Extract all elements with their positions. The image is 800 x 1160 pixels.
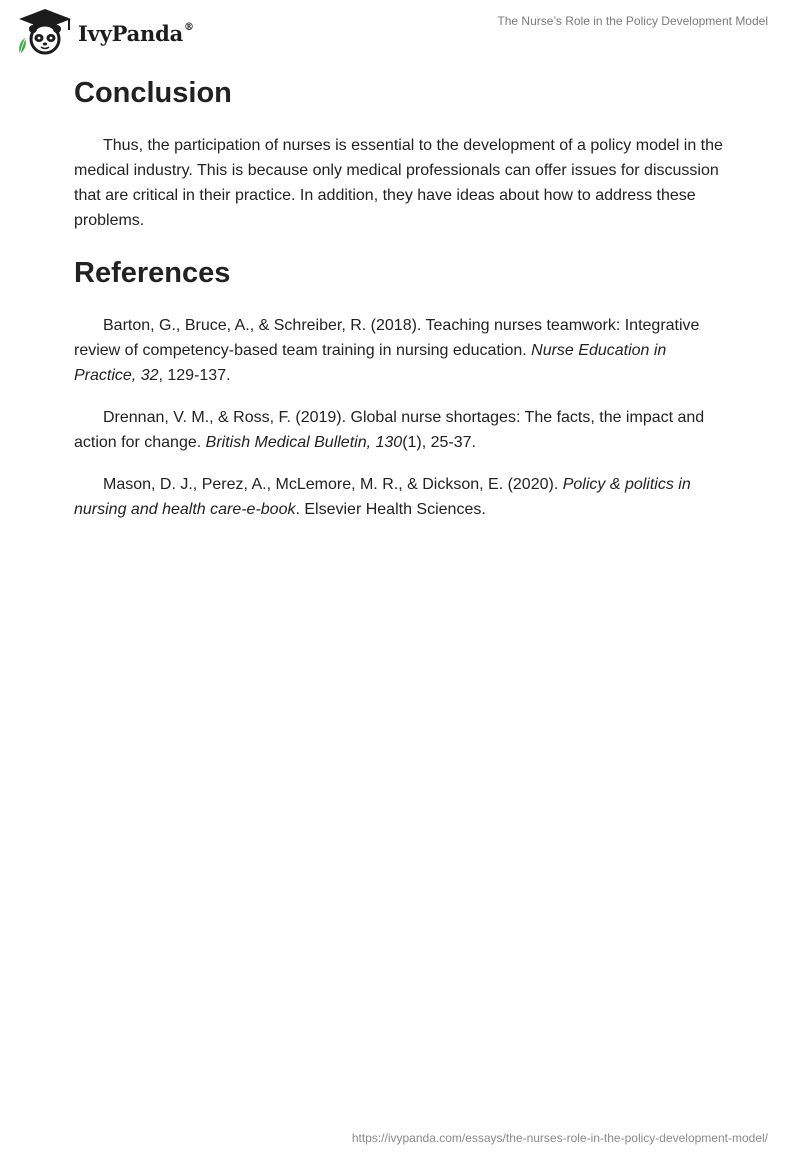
running-title: The Nurse’s Role in the Policy Development Model [497,14,768,28]
panda-graduate-icon [14,8,76,56]
reference-item: Mason, D. J., Perez, A., McLemore, M. R., & Dickson, E. (2020). Policy & politics in nursing and health care-e-book. Elsevier Health Sciences. [74,476,691,518]
reference-item: Drennan, V. M., & Ross, F. (2019). Global nurse shortages: The facts, the impact and action for change. British Medical Bulletin, 130(1), 25-37. [74,409,705,451]
page-header [0,0,800,60]
references-heading: References [74,257,231,289]
logo-wordmark: IvyPanda® [78,20,194,46]
document-body [74,70,726,522]
reference-item: Barton, G., Bruce, A., & Schreiber, R. (2018). Teaching nurses teamwork: Integrative review of competency-based team training in nursing education. Nurse Education in Practice, 32, 129-137. [74,317,700,384]
conclusion-paragraph: Thus, the participation of nurses is essential to the development of a policy model in the medical industry. This is because only medical professionals can offer issues for discussion that are critical in their practice. In addition, they have ideas about how to address these problems. [74,137,723,229]
ivypanda-logo[interactable] [14,8,194,56]
conclusion-heading: Conclusion [74,77,232,109]
source-url-link[interactable]: https://ivypanda.com/essays/the-nurses-role-in-the-policy-development-model/ [351,1131,768,1145]
